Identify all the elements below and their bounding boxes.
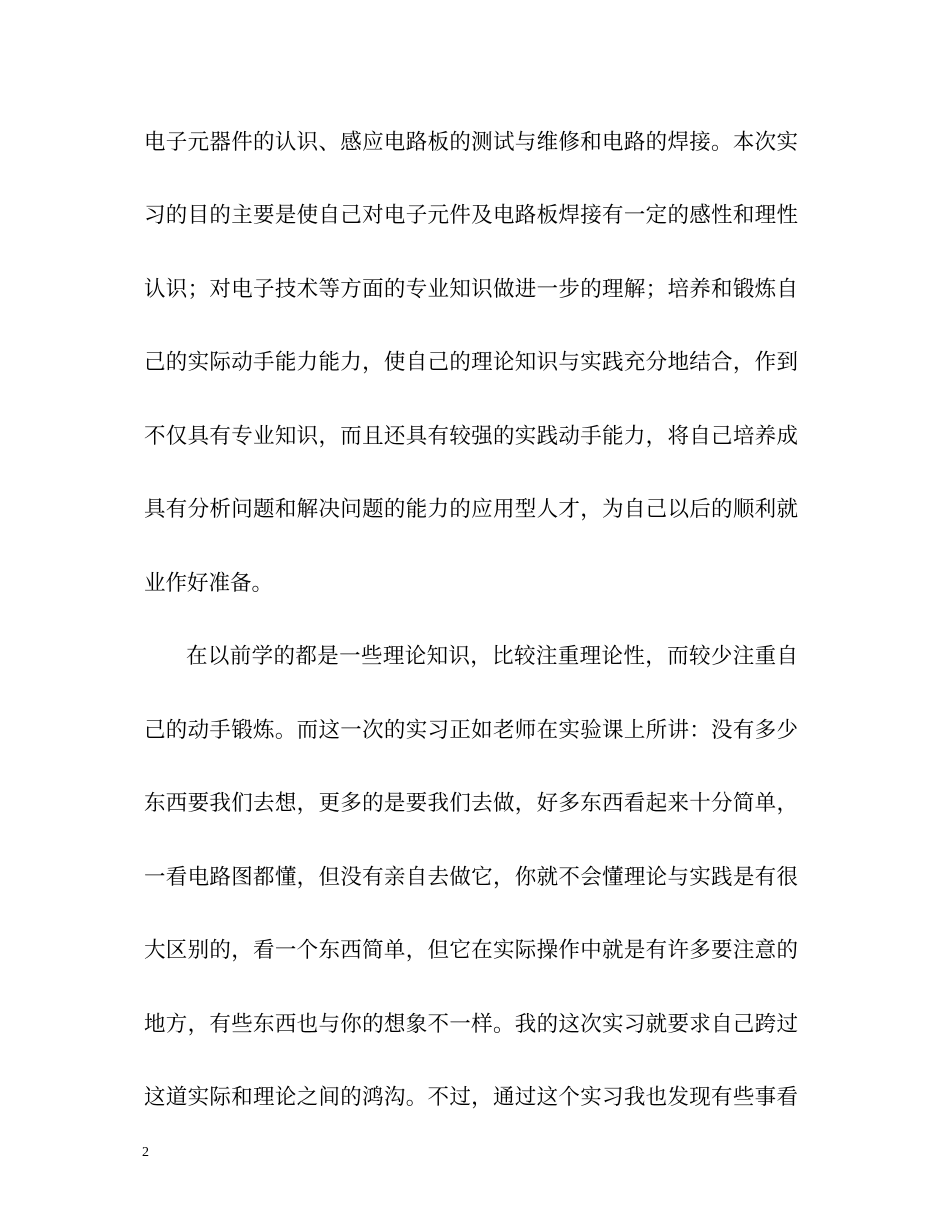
body-text-line: 己的实际动手能力能力，使自己的理论知识与实践充分地结合，作到 [144,350,798,375]
body-text-line: 在以前学的都是一些理论知识，比较注重理论性，而较少注重自 [186,644,798,669]
body-text-line: 习的目的主要是使自己对电子元件及电路板焊接有一定的感性和理性 [144,203,798,228]
body-text-line: 东西要我们去想，更多的是要我们去做，好多东西看起来十分简单， [144,791,798,816]
body-text-line: 电子元器件的认识、感应电路板的测试与维修和电路的焊接。本次实 [144,130,798,155]
body-text-line: 业作好准备。 [144,571,274,596]
body-text-line: 大区别的，看一个东西简单，但它在实际操作中就是有许多要注意的 [144,938,798,963]
body-text-line: 不仅具有专业知识，而且还具有较强的实践动手能力，将自己培养成 [144,424,798,449]
body-text-line: 具有分析问题和解决问题的能力的应用型人才，为自己以后的顺利就 [144,497,798,522]
page-number: 2 [142,1145,149,1160]
body-text-line: 地方，有些东西也与你的想象不一样。我的这次实习就要求自己跨过 [144,1012,798,1037]
body-text-line: 一看电路图都懂，但没有亲自去做它，你就不会懂理论与实践是有很 [144,865,798,890]
body-text-line: 这道实际和理论之间的鸿沟。不过，通过这个实习我也发现有些事看 [144,1085,798,1110]
body-text-line: 己的动手锻炼。而这一次的实习正如老师在实验课上所讲：没有多少 [144,718,798,743]
body-text-line: 认识；对电子技术等方面的专业知识做进一步的理解；培养和锻炼自 [144,277,798,302]
